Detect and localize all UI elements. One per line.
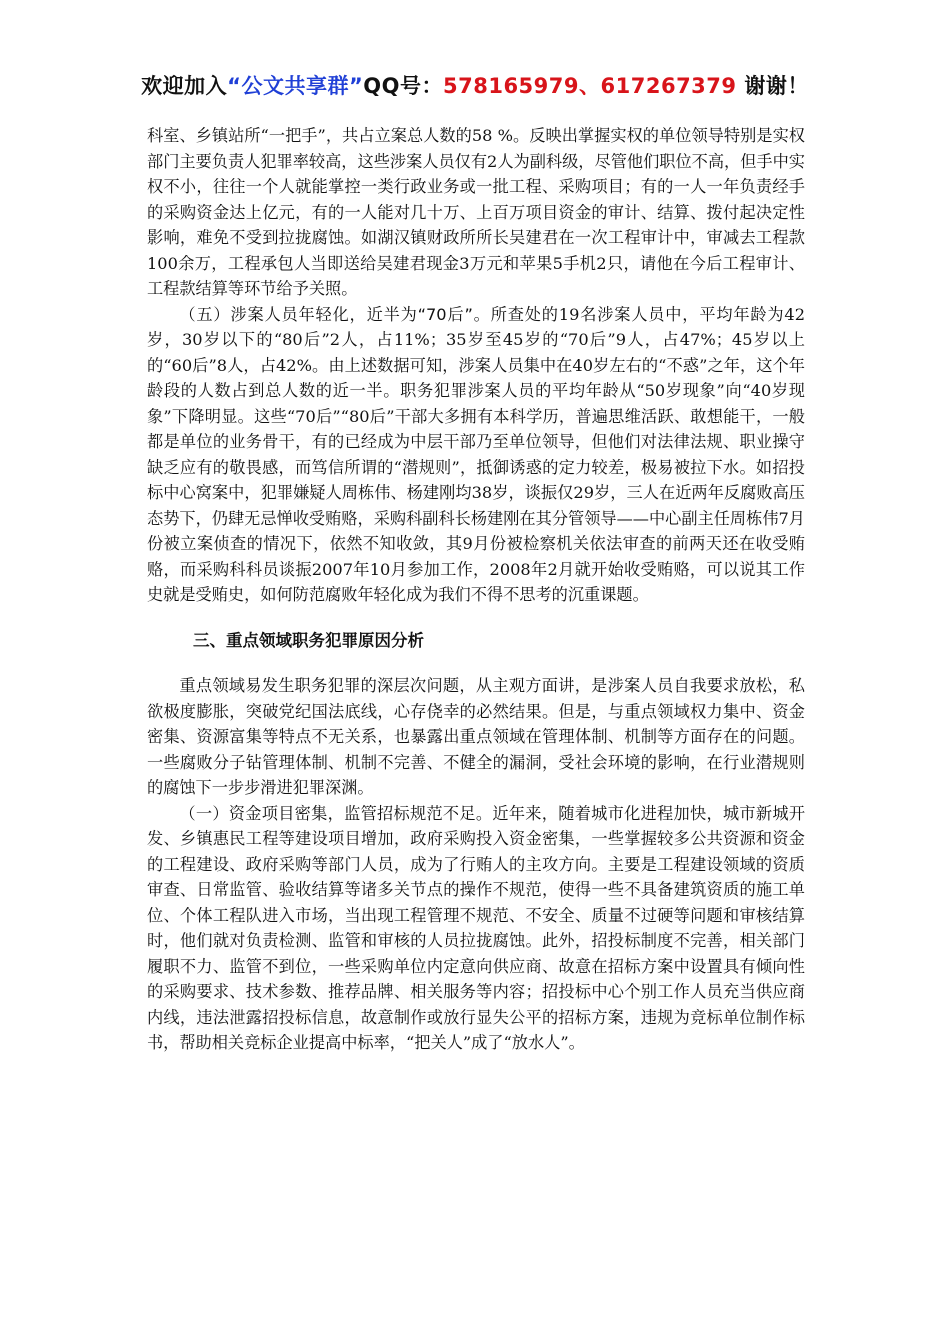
header-prefix: 欢迎加入 xyxy=(141,74,228,98)
paragraph-lead-title: （五）涉案人员年轻化，近半为“70后”。 xyxy=(179,304,491,324)
section-heading: 三、重点领域职务犯罪原因分析 xyxy=(193,630,424,650)
paragraph-text: 所查处的19名涉案人员中，平均年龄为42岁，30岁以下的“80后”2人，占11%；35岁至45岁的“70后”9人，占47%；45岁以上的“60后”8人，占42%。由上述数据可知，涉案人员集中在40岁左右的“不惑”之年，这个年龄段的人数占到总人数的近一半。职务犯罪涉案人员的平均年龄从“50岁现象”向“40岁现象”下降明显。这些“70后”“80后”干部大多拥有本科学历，普遍思维活跃、敢想能干，一般都是单位的业务骨干，有的已经成为中层干部乃至单位领导，但他们对法律法规、职业操守缺乏应有的敬畏感，而笃信所谓的“潜规则”，抵御诱惑的定力较差，极易被拉下水。如招投标中心窝案中，犯罪嫌疑人周栋伟、杨建刚均38岁，谈振仅29岁，三人在近两年反腐败高压态势下，仍肆无忌惮收受贿赂，采购科副科长杨建刚在其分管领导——中心副主任周栋伟7月份被立案侦查的情况下，依然不知收敛，其9月份被检察机关依法审查的前两天还在收受贿赂，而采购科科员谈振2007年10月参加工作，2008年2月就开始收受贿赂，可以说其工作史就是受贿史，如何防范腐败年轻化成为我们不得不思考的沉重课题。 xyxy=(147,304,805,604)
paragraph-funding-oversight xyxy=(147,801,805,1056)
paragraph-lead-title: （一）资金项目密集，监管招标规范不足。 xyxy=(179,803,493,823)
paragraph-continued: 科室、乡镇站所“一把手”，共占立案总人数的58 %。反映出掌握实权的单位领导特别是实权部门主要负责人犯罪率较高，这些涉案人员仅有2人为副科级，尽管他们职位不高，但手中实权不小，往往一个人就能掌控一类行政业务或一批工程、采购项目；有的一人一年负责经手的采购资金达上亿元，有的一人能对几十万、上百万项目资金的审计、结算、拨付起决定性影响，难免不受到拉拢腐蚀。如湖汉镇财政所所长吴建君在一次工程审计中，审减去工程款100余万，工程承包人当即送给吴建君现金3万元和苹果5手机2只，请他在今后工程审计、工程款结算等环节给予关照。 xyxy=(147,126,805,298)
paragraph-age-trend xyxy=(147,302,805,608)
header-suffix: 谢谢！ xyxy=(736,74,809,98)
header-qq-numbers: 578165979、617267379 xyxy=(443,74,737,98)
header-qq-label: QQ号： xyxy=(363,74,443,98)
paragraph-cause-intro: 重点领域易发生职务犯罪的深层次问题，从主观方面讲，是涉案人员自我要求放松，私欲极度膨胀，突破党纪国法底线，心存侥幸的必然结果。但是，与重点领域权力集中、资金密集、资源富集等特点不无关系，也暴露出重点领域在管理体制、机制等方面存在的问题。一些腐败分子钻管理体制、机制不完善、不健全的漏洞，受社会环境的影响，在行业潜规则的腐蚀下一步步滑进犯罪深渊。 xyxy=(147,676,805,797)
header-group-name: “公文共享群” xyxy=(227,74,364,98)
paragraph-text: 近年来，随着城市化进程加快，城市新城开发、乡镇惠民工程等建设项目增加，政府采购投入资金密集，一些掌握较多公共资源和资金的工程建设、政府采购等部门人员，成为了行贿人的主攻方向。主要是工程建设领域的资质审查、日常监管、验收结算等诸多关节点的操作不规范，使得一些不具备建筑资质的施工单位、个体工程队进入市场，当出现工程管理不规范、不安全、质量不过硬等问题和审核结算时，他们就对负责检测、监管和审核的人员拉拢腐蚀。此外，招投标制度不完善，相关部门履职不力、监管不到位，一些采购单位内定意向供应商、故意在招标方案中设置具有倾向性的采购要求、技术参数、推荐品牌、相关服务等内容；招投标中心个别工作人员充当供应商内线，违法泄露招投标信息，故意制作或放行显失公平的招标方案，违规为竞标单位制作标书，帮助相关竞标企业提高中标率，“把关人”成了“放水人”。 xyxy=(147,803,806,1052)
document-body xyxy=(147,123,805,1056)
page-header-banner xyxy=(0,70,950,100)
